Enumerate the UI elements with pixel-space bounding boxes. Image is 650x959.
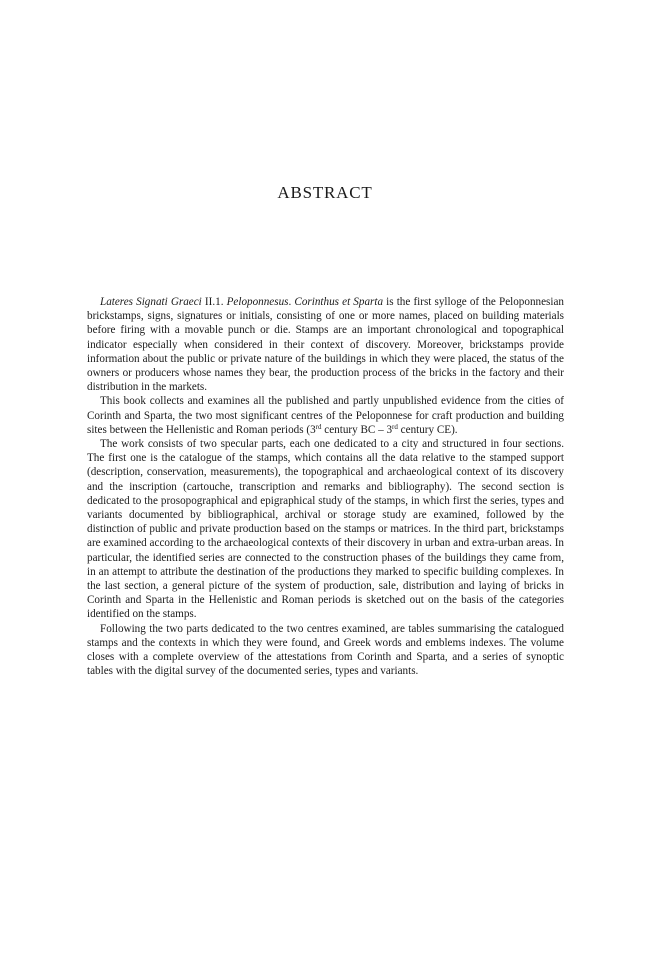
paragraph-2-text-a: This book collects and examines all the published and partly unpublished evidence from the cities of Corinth and Sparta, the two most significant centres of the Peloponnese for craft production and building sites between the Hellenistic and Roman periods (3 xyxy=(87,395,564,436)
abstract-body xyxy=(87,295,564,678)
paragraph-2-text-b: century BC – 3 xyxy=(321,423,393,436)
subtitle: Corinthus et Sparta xyxy=(294,296,384,308)
paragraph-1 xyxy=(87,295,564,394)
paragraph-2-text-c: century CE). xyxy=(397,423,458,436)
paragraph-4: Following the two parts dedicated to the two centres examined, are tables summarising the catalogued stamps and the contexts in which they were found, and Greek words and emblems indexes. The volume closes with a complete overview of the attestations from Corinth and Sparta, and a series of synoptic tables with the digital survey of the documented series, types and variants. xyxy=(87,622,564,678)
title-separator: . xyxy=(288,296,295,308)
ordinal-suffix-1: rd xyxy=(315,422,322,431)
series-title: Lateres Signati Graeci xyxy=(100,296,202,308)
region-title: Peloponnesus xyxy=(226,296,289,308)
paragraph-3: The work consists of two specular parts, each one dedicated to a city and structured in four sections. The first one is the catalogue of the stamps, which contains all the data relative to the stamped support (description, conservation, measurements), the topographical and archaeological context of its discovery and the inscription (cartouche, transcription and remarks and bibliography). The second section is dedicated to the prosopographical and epigraphical study of the stamps, in which first the series, types and variants documented by bibliographical, archival or storage study are examined, followed by the distinction of public and private production based on the stamps or matrices. In the third part, brickstamps are examined according to the archaeological contexts of their discovery in urban and extra-urban areas. In particular, the identified series are connected to the construction phases of the buildings they came from, in an attempt to attribute the destination of the productions they marked to specific building complexes. In the last section, a general picture of the system of production, sale, distribution and laying of bricks in Corinth and Sparta in the Hellenistic and Roman periods is sketched out on the basis of the categories identified on the stamps. xyxy=(87,438,564,621)
volume-number: II.1. xyxy=(201,296,227,308)
ordinal-suffix-2: rd xyxy=(392,422,398,431)
paragraph-1-text: is the first sylloge of the Peloponnesian brickstamps, signs, signatures or initials, consisting of one or more names, placed on building materials before firing with a movable punch or die. Stamps are an important chronological and topographical indicator especially when considered in their context of discovery. Moreover, brickstamps provide information about the public or private nature of the buildings in which they were placed, the status of the owners or producers whose names they bear, the production process of the bricks in the factory and their distribution in the markets. xyxy=(87,296,564,394)
paragraph-2 xyxy=(87,394,564,437)
page-heading: ABSTRACT xyxy=(277,183,373,202)
